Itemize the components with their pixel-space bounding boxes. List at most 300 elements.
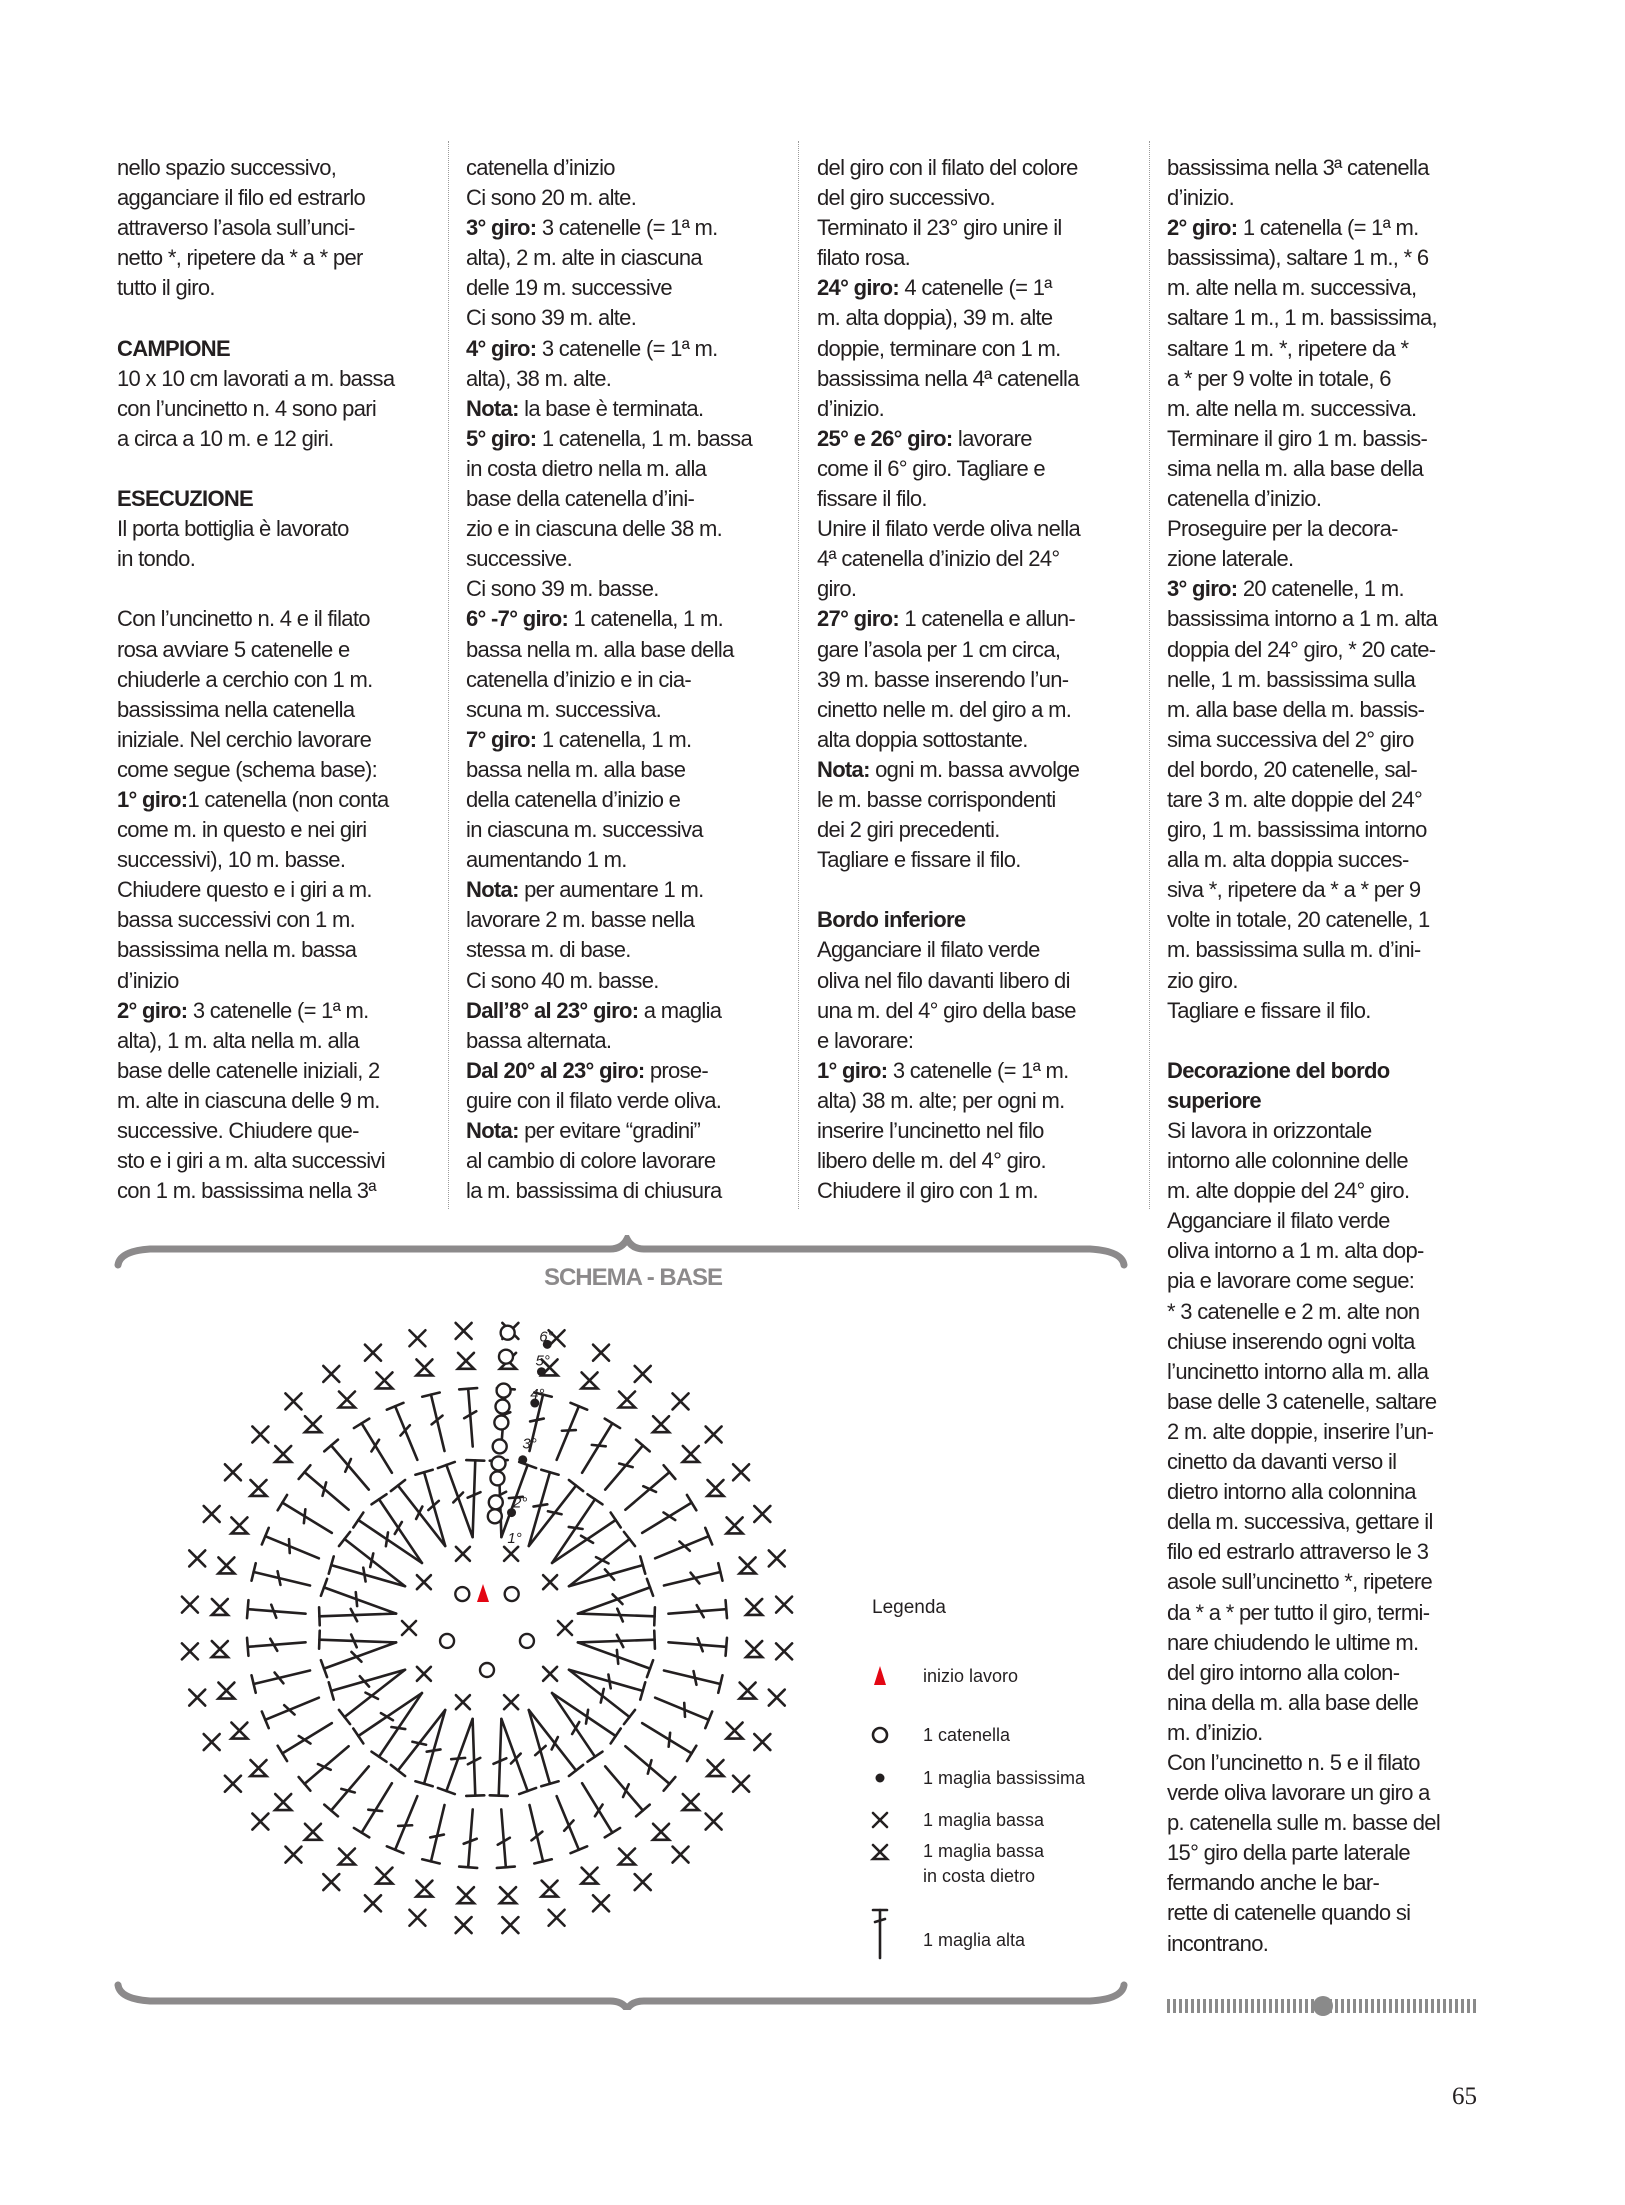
treble-tick [586, 1710, 588, 1724]
body-text: Terminare il giro 1 m. bassis- [1167, 425, 1428, 451]
text-line-content [1167, 966, 1238, 996]
bold-label: Nota: [466, 395, 519, 421]
text-line [1167, 1898, 1478, 1928]
treble-symbol [459, 1388, 477, 1447]
treble-stem [305, 1746, 349, 1784]
text-line [1167, 1658, 1478, 1688]
back-loop-single-crochet-symbol [746, 1641, 762, 1657]
body-text: nello spazio successivo, [117, 155, 337, 180]
treble-stem [668, 1609, 726, 1614]
body-text: alta), 1 m. alta nella m. alla [117, 1027, 359, 1053]
body-text: * 3 catenelle e 2 m. alte non [1167, 1298, 1420, 1324]
text-line [1167, 935, 1478, 965]
treble-symbol [324, 1440, 369, 1490]
text-line [1167, 1056, 1478, 1086]
text-line [1167, 1838, 1478, 1868]
text-line-content [466, 183, 636, 213]
single-crochet-symbol [733, 1464, 749, 1480]
single-crochet-symbol [252, 1814, 268, 1830]
body-text: filo ed estrarlo attraverso le 3 [1167, 1539, 1429, 1565]
body-text: alla m. alta doppia succes- [1167, 847, 1409, 873]
body-text: agganciare il filo ed estrarlo [117, 185, 366, 211]
text-line [1167, 1327, 1478, 1357]
text-line [466, 996, 777, 1026]
body-text: m. d’inizio. [1167, 1719, 1263, 1745]
bowtie-stroke [542, 1881, 558, 1897]
text-line-content [1167, 1357, 1428, 1387]
treble-tick [648, 1760, 652, 1773]
text-line [1167, 635, 1478, 665]
body-text: saltare 1 m. *, ripetere da * [1167, 335, 1409, 361]
text-line-content [117, 935, 356, 965]
back-loop-single-crochet-symbol [218, 1683, 234, 1699]
text-line [1167, 604, 1478, 634]
treble-symbol [625, 1465, 675, 1510]
body-text: successive. Chiudere que- [117, 1118, 359, 1143]
text-line [1167, 1567, 1478, 1597]
bowtie-stroke [727, 1723, 743, 1739]
body-text: a maglia [638, 997, 722, 1023]
text-line-content [117, 1116, 359, 1146]
bowtie-stroke [458, 1353, 474, 1369]
body-text: siva *, ripetere da * a * per 9 [1167, 877, 1421, 903]
text-line-content [1167, 213, 1419, 243]
text-line-content [117, 364, 394, 394]
body-text: dei 2 giri precedenti. [817, 817, 1000, 843]
body-text: Ci sono 39 m. alte. [466, 305, 637, 331]
text-line [117, 213, 428, 243]
body-text: del bordo, 20 catenelle, sal- [1167, 756, 1417, 782]
text-line [1167, 1026, 1478, 1056]
treble-top-bar [354, 1419, 369, 1428]
text-line [1167, 243, 1478, 273]
text-line-content [817, 755, 1079, 785]
body-text: 4 catenelle (= 1ª [898, 275, 1052, 301]
treble-tick [562, 1430, 576, 1431]
text-line-content [1167, 243, 1428, 273]
single-crochet-symbol [776, 1643, 792, 1659]
body-text: 3 catenelle (= 1ª m. [536, 215, 718, 241]
text-line-content [817, 273, 1052, 303]
body-text: guire con il filato verde oliva. [466, 1087, 722, 1113]
text-line [466, 303, 777, 333]
text-line [466, 935, 777, 965]
text-line-content [117, 996, 369, 1026]
text-line [1167, 303, 1478, 333]
text-line-content [466, 213, 718, 243]
text-line-content [1167, 1417, 1433, 1447]
body-text: da * a * per tutto il giro, termi- [1167, 1599, 1430, 1625]
text-line-content [817, 935, 1040, 965]
back-loop-single-crochet-symbol [727, 1723, 743, 1739]
body-text: fermando anche le bar- [1167, 1870, 1380, 1896]
treble-symbol [438, 1719, 473, 1794]
crochet-chart-schema-base [110, 1235, 1135, 2010]
single-crochet-symbol [635, 1874, 651, 1890]
text-line-content [1167, 875, 1420, 905]
body-text: bassa alternata. [466, 1027, 612, 1053]
treble-symbol [387, 1796, 418, 1853]
treble-stem [331, 1565, 405, 1586]
text-line-content [117, 1056, 380, 1086]
chain-symbol [440, 1634, 454, 1648]
chain-symbol [492, 1456, 506, 1470]
text-line [466, 484, 777, 514]
text-line-content [466, 755, 685, 785]
treble-tick [323, 1482, 327, 1495]
back-loop-single-crochet-symbol [708, 1760, 724, 1776]
back-loop-single-crochet-symbol [500, 1887, 516, 1903]
body-text: Terminato il 23° giro unire il [817, 215, 1062, 241]
back-loop-single-crochet-symbol [275, 1446, 291, 1462]
body-text: alta) 38 m. alte; per ogni m. [817, 1087, 1065, 1113]
body-text: Tagliare e fissare il filo. [1167, 997, 1371, 1023]
treble-top-bar [391, 1480, 405, 1491]
text-line-content [466, 725, 691, 755]
text-line [1167, 695, 1478, 725]
treble-top-bar [247, 1600, 248, 1618]
treble-top-bar [726, 1638, 727, 1656]
text-line [1167, 1176, 1478, 1206]
text-line-content [1167, 1748, 1420, 1778]
treble-symbol [655, 1528, 712, 1559]
body-text: chiuse inserendo ogni volta [1167, 1328, 1415, 1354]
text-line [466, 604, 777, 634]
text-line-content [117, 815, 366, 845]
text-column-4 [1167, 153, 1478, 1959]
text-line-content [817, 1056, 1069, 1086]
treble-stem [468, 1389, 473, 1447]
text-line-content [1167, 1567, 1432, 1597]
text-line [117, 935, 428, 965]
body-text: 20 catenelle, 1 m. [1237, 576, 1404, 602]
body-text: bassissima), saltare 1 m., * 6 [1167, 245, 1429, 271]
text-line [466, 183, 777, 213]
back-loop-single-crochet-symbol [458, 1887, 474, 1903]
body-text: p. catenella sulle m. basse del [1167, 1810, 1441, 1836]
text-line [1167, 273, 1478, 303]
treble-stem [655, 1698, 709, 1720]
body-text: gare l’asola per 1 cm circa, [817, 636, 1061, 662]
treble-top-bar [459, 1388, 477, 1389]
text-line [117, 785, 428, 815]
legend-label: inizio lavoro [923, 1666, 1019, 1686]
text-line-content [117, 213, 355, 243]
treble-symbol [299, 1465, 349, 1510]
text-line-content [817, 394, 884, 424]
single-crochet-symbol [776, 1597, 792, 1613]
text-line-content [466, 845, 627, 875]
text-line [1167, 1206, 1478, 1236]
treble-top-bar [588, 1752, 603, 1762]
text-line [466, 1146, 777, 1176]
single-crochet-symbol [225, 1464, 241, 1480]
text-line-content [1167, 1206, 1390, 1236]
text-line-content [466, 1146, 715, 1176]
treble-tick [679, 1541, 689, 1550]
back-loop-single-crochet-symbol [339, 1849, 355, 1865]
body-text: alta), 38 m. alte. [466, 365, 612, 391]
treble-top-bar [339, 1710, 350, 1724]
treble-stem [642, 1723, 691, 1753]
treble-top-bar [611, 1729, 621, 1744]
text-line [1167, 845, 1478, 875]
body-text: bassissima nella 4ª catenella [817, 365, 1079, 391]
slip-stitch-symbol [518, 1455, 527, 1464]
text-line [1167, 574, 1478, 604]
body-text: 1 catenella, 1 m. [568, 606, 724, 632]
bold-label: 1° giro: [117, 786, 188, 812]
body-text: come segue (schema base): [117, 756, 378, 782]
back-loop-single-crochet-symbol [740, 1683, 756, 1699]
text-line-content [1167, 1056, 1389, 1086]
treble-tick [341, 1789, 354, 1793]
text-line-content [117, 845, 345, 875]
text-line-content [817, 905, 965, 935]
treble-symbol [329, 1556, 405, 1586]
treble-symbol [247, 1638, 306, 1656]
text-line-content [117, 755, 377, 785]
treble-tick [569, 1527, 583, 1529]
text-line-content [817, 1146, 1046, 1176]
text-line-content [817, 334, 1061, 364]
text-line-content [466, 1026, 611, 1056]
treble-symbol [387, 1403, 418, 1460]
body-text: oliva intorno a 1 m. alta dop- [1167, 1238, 1424, 1264]
treble-symbol [642, 1723, 696, 1761]
single-crochet-symbol [204, 1506, 220, 1522]
column-divider [448, 141, 449, 1209]
back-loop-single-crochet-symbol [542, 1881, 558, 1897]
body-text: scuna m. successiva. [466, 696, 662, 722]
body-text: catenella d’inizio e in cia- [466, 666, 691, 692]
back-loop-single-crochet-symbol [746, 1599, 762, 1615]
bowtie-stroke [212, 1641, 228, 1657]
body-text: 2 m. alte doppie, inserire l’un- [1167, 1418, 1434, 1444]
body-text: ogni m. bassa avvolge [869, 756, 1080, 782]
treble-symbol [321, 1642, 396, 1677]
text-line-content [1167, 1808, 1440, 1838]
body-text: m. alla base della m. bassis- [1167, 696, 1425, 722]
treble-top-bar [726, 1600, 727, 1618]
bowtie-stroke [683, 1794, 699, 1810]
treble-stem [655, 1536, 709, 1558]
page-progress-marker [1313, 1996, 1333, 2016]
body-text: Agganciare il filato verde [1167, 1208, 1390, 1234]
treble-stem [254, 1572, 310, 1586]
treble-symbol [459, 1809, 477, 1868]
treble-top-bar [654, 1607, 655, 1625]
bowtie-stroke [653, 1824, 669, 1840]
text-line-content [466, 243, 702, 273]
text-line [817, 454, 1128, 484]
single-crochet-symbol [754, 1506, 770, 1522]
treble-stem [578, 1587, 650, 1613]
bold-label: Decorazione del bordo [1167, 1057, 1390, 1083]
text-line [466, 574, 777, 604]
text-line-content [817, 725, 1028, 755]
body-text: doppia del 24° giro, * 20 cate- [1167, 636, 1436, 662]
text-line-content [117, 183, 365, 213]
text-line-content [1167, 815, 1427, 845]
round-label: 4° [530, 1385, 545, 1403]
text-line-content [117, 1146, 385, 1176]
body-text: dietro intorno alla colonnina [1167, 1479, 1416, 1505]
text-line-content [466, 484, 694, 514]
treble-stem [248, 1609, 306, 1614]
text-line-content [466, 574, 659, 604]
text-line-content [117, 635, 350, 665]
single-crochet-symbol [182, 1643, 198, 1659]
text-line-content [817, 243, 910, 273]
back-loop-single-crochet-symbol [683, 1446, 699, 1462]
text-line [817, 303, 1128, 333]
text-line [817, 635, 1128, 665]
treble-stem [529, 1472, 550, 1546]
text-line [817, 334, 1128, 364]
text-line [817, 725, 1128, 755]
treble-stem [473, 1460, 476, 1537]
body-text: bassa successivi con 1 m. [117, 907, 356, 933]
body-text: una m. del 4° giro della base [817, 997, 1076, 1023]
body-text: inserire l’uncinetto nel filo [817, 1118, 1044, 1143]
text-line-content [117, 153, 336, 183]
treble-symbol [582, 1419, 620, 1473]
text-line [817, 996, 1128, 1026]
text-line-content [466, 394, 703, 424]
body-text: bassa nella m. alla base della [466, 636, 734, 662]
text-line [1167, 1357, 1478, 1387]
treble-stem [625, 1746, 669, 1784]
treble-top-bar [319, 1631, 320, 1649]
body-text: base delle catenelle iniziali, 2 [117, 1057, 380, 1083]
text-line-content [466, 905, 694, 935]
legend-item [876, 1768, 1087, 1788]
text-line-content [117, 695, 354, 725]
bold-label: superiore [1167, 1087, 1261, 1113]
body-text: catenella d’inizio. [1167, 486, 1322, 512]
treble-symbol [501, 1719, 536, 1794]
treble-tick [391, 1727, 405, 1729]
back-loop-single-crochet-symbol [458, 1353, 474, 1369]
text-line [117, 815, 428, 845]
text-line-content [1167, 1176, 1409, 1206]
text-line [466, 1176, 777, 1206]
body-text: m. alta doppia), 39 m. alte [817, 305, 1053, 331]
single-crochet-symbol [225, 1776, 241, 1792]
treble-stem [319, 1640, 396, 1643]
text-line [817, 484, 1128, 514]
treble-symbol [415, 1710, 445, 1786]
body-text: m. alte nella m. successiva, [1167, 275, 1417, 301]
treble-tick [608, 1675, 610, 1689]
treble-tick [356, 1592, 357, 1606]
body-text: nelle, 1 m. bassissima sulla [1167, 666, 1416, 692]
treble-stem [625, 1472, 669, 1510]
single-crochet-symbol [456, 1917, 472, 1933]
text-line [117, 695, 428, 725]
text-line-content [1167, 1537, 1428, 1567]
chain-symbol [505, 1587, 519, 1601]
text-line [1167, 334, 1478, 364]
treble-top-bar [466, 1795, 484, 1796]
text-line [817, 394, 1128, 424]
round-label: 1° [507, 1530, 522, 1548]
text-line [117, 1086, 428, 1116]
treble-tick [278, 1571, 281, 1585]
single-crochet-symbol [285, 1393, 301, 1409]
text-line [1167, 1868, 1478, 1898]
text-line [817, 1056, 1128, 1086]
bowtie-stroke [582, 1868, 598, 1884]
text-line-content [1167, 695, 1424, 725]
back-loop-single-crochet-symbol [416, 1881, 432, 1897]
text-line-content [817, 845, 1021, 875]
text-line [1167, 815, 1478, 845]
text-line [466, 514, 777, 544]
back-loop-single-crochet-symbol [582, 1868, 598, 1884]
treble-tick [530, 1419, 544, 1422]
treble-stem [248, 1642, 306, 1647]
body-text: 39 m. basse inserendo l’un- [817, 666, 1069, 692]
text-line [117, 153, 428, 183]
text-line [117, 424, 428, 454]
treble-stem [305, 1472, 349, 1510]
text-line [1167, 213, 1478, 243]
body-text: con 1 m. bassissima nella 3ª [117, 1178, 376, 1204]
treble-tick [363, 1568, 365, 1582]
treble-top-bar [459, 1867, 477, 1868]
text-line-content [466, 364, 611, 394]
page-number: 65 [1452, 2083, 1477, 2110]
body-text: m. alte doppie del 24° giro. [1167, 1178, 1410, 1204]
text-line-content [1167, 1266, 1414, 1296]
legend-label: in costa dietro [923, 1866, 1036, 1886]
body-text: zio giro. [1167, 967, 1238, 993]
text-line-content [817, 966, 1070, 996]
treble-symbol [247, 1600, 306, 1618]
text-line-content [1167, 1929, 1268, 1959]
treble-tick [430, 1835, 444, 1838]
text-line [117, 755, 428, 785]
text-line [817, 966, 1128, 996]
text-line [117, 1026, 428, 1056]
text-line-content [1167, 604, 1437, 634]
single-crochet-symbol [417, 1667, 431, 1681]
text-line [817, 1026, 1128, 1056]
bold-label: 7° giro: [466, 726, 537, 752]
legend-item [874, 1666, 1018, 1686]
text-line [117, 1116, 428, 1146]
chain-symbol [497, 1384, 511, 1398]
text-line [117, 514, 428, 544]
bowtie-stroke [740, 1557, 756, 1573]
body-text: a circa a 10 m. e 12 giri. [117, 425, 334, 451]
text-line [1167, 725, 1478, 755]
text-line-content [1167, 785, 1422, 815]
treble-stem [501, 1809, 506, 1867]
treble-symbol [578, 1579, 653, 1614]
legend-label: 1 maglia bassa [923, 1810, 1045, 1830]
bold-label: 6° -7° giro: [466, 606, 569, 632]
round-label: 5° [535, 1352, 550, 1370]
treble-tick [400, 1425, 409, 1435]
body-text: base della catenella d’ini- [466, 486, 695, 512]
text-line-content [817, 1176, 1038, 1206]
bowtie-stroke [231, 1517, 247, 1533]
body-text: 1 catenella, 1 m. [536, 726, 692, 752]
treble-stem [557, 1796, 579, 1850]
